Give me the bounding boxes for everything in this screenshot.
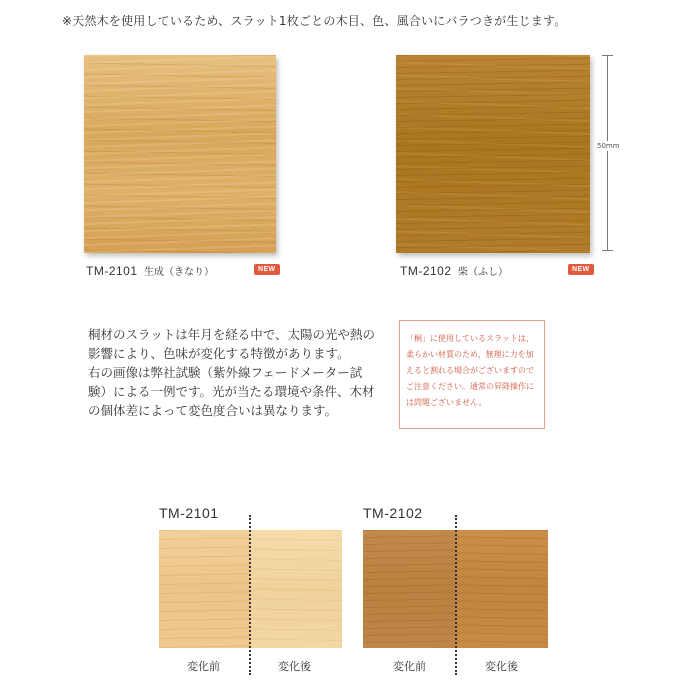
dimension-line (607, 55, 608, 250)
comparison-title-tm-2101: TM-2101 (159, 505, 219, 521)
swatch-name: 生成（きなり） (144, 267, 215, 278)
before-label: 変化前 (393, 660, 426, 673)
swatch-code: TM-2102 (400, 264, 452, 278)
comparison-after-tm-2101 (250, 530, 342, 648)
paragraph-line-2: 右の画像は弊社試験（紫外線フェードメーター試験）による一例です。光が当たる環境や条件、木材の個体差によって変色度合いは異なります。 (88, 365, 375, 418)
comparison-after-tm-2102 (456, 530, 548, 648)
new-badge: NEW (254, 264, 280, 275)
comparison-before-tm-2102 (363, 530, 456, 648)
top-note: ※天然木を使用しているため、スラット1枚ごとの木目、色、風合いにバラつきが生じます。 (62, 14, 567, 28)
dimension-tick-top (602, 55, 613, 56)
notice-box (399, 320, 545, 429)
swatch-caption-1 (86, 263, 214, 278)
comparison-title-tm-2102: TM-2102 (363, 505, 423, 521)
paragraph-line-1: 桐材のスラットは年月を経る中で、太陽の光や熱の影響により、色味が変化する特徴があります。 (88, 327, 376, 361)
comparison-before-tm-2101 (159, 530, 250, 648)
description-paragraph (88, 325, 378, 420)
after-label: 変化後 (485, 660, 518, 673)
swatch-code: TM-2101 (86, 264, 138, 278)
new-badge: NEW (568, 264, 594, 275)
swatch-name: 柴（ふし） (458, 267, 509, 278)
wood-swatch-tm-2101 (84, 55, 276, 253)
comparison-divider (455, 515, 457, 675)
swatch-caption-2 (400, 263, 508, 278)
after-label: 変化後 (278, 660, 311, 673)
notice-text: 「桐」に使用しているスラットは、柔らかい材質のため、無理に力を加えると割れる場合がございますのでご注意ください。通常の昇降操作には問題ございません。 (406, 334, 534, 407)
before-label: 変化前 (187, 660, 220, 673)
dimension-label: 50mm (597, 142, 620, 150)
dimension-tick-bottom (602, 250, 613, 251)
comparison-divider (249, 515, 251, 675)
wood-swatch-tm-2102 (396, 55, 590, 253)
